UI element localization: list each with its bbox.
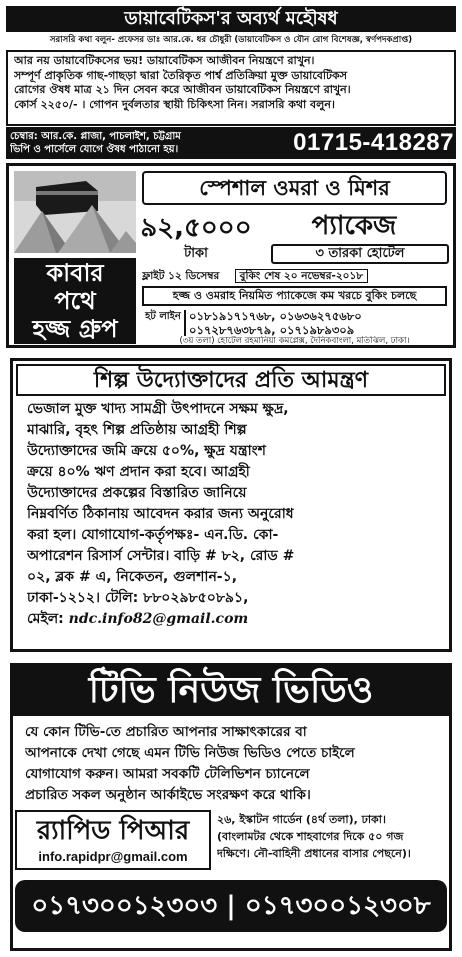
ad-hajj-group-line: কাবার [46,259,104,287]
ad-industry-line: ভেজাল মুক্ত খাদ্য সামগ্রী উৎপাদনে সক্ষম ক্ষুদ্র, [27,401,289,417]
ad-diabetes-line: কোর্স ২২৫০/- । গোপন দুর্বলতার স্থায়ী চিকিৎসা নিন। সরাসরি কথা বলুন। [14,97,335,111]
ad-hajj-group-line: হজ্জ গ্রুপ [32,315,118,343]
ad-tv-line: আপনাকে দেখা গেছে এমন টিভি নিউজ ভিডিও পেতে চাইলে [25,745,355,761]
ad-diabetes-address-line: ভিপি ও পার্সেলে যোগে ঔষধ পাঠানো হয়। [10,144,179,155]
kaaba-pyramids-image [14,171,136,253]
ad-tv-brand: র‌্যাপিড পিআর [36,816,190,846]
ad-industry-line: উদ্যোক্তাদের প্রকল্পের বিস্তারিত জানিয়ে [27,485,247,501]
ad-diabetes-line: আর নয় ডায়াবেটিকসের ভয়! ডায়াবেটিকস আজীবন নিয়ন্ত্রণে রাখুন। [14,54,315,67]
ad-hajj-phone-line: ০১৭২৮৭৬৩৮৭৯, ০১৭১৯৮৯৩০৯ [189,323,355,337]
ad-hajj-package: প্যাকেজ [311,211,397,241]
ad-tv-brand-box [15,810,211,870]
ad-diabetes-body [6,50,456,126]
ad-hajj-umrah [6,163,456,348]
ad-diabetes-phone: 01715-418287 [293,129,454,156]
ad-industry-email: ndc.info82@gmail.com [68,611,249,627]
ad-industry-line: নিম্নবর্ণিত ঠিকানায় আবেদন করার জন্য অনুরোধ [27,506,294,522]
ad-tv-line: যোগাযোগ করুন। আমরা সবকটি টেলিভিশন চ্যানেলে [25,766,310,782]
ad-diabetes-title: ডায়াবেটিকস'র অব্যর্থ মহৌষধ [6,6,456,32]
ad-tv-title: টিভি নিউজ ভিডিও [13,666,449,716]
ad-diabetes [6,6,456,156]
ad-hajj-price-box [137,210,255,268]
ad-diabetes-address [10,130,240,156]
ad-hajj-currency: টাকা [184,246,208,261]
ad-hajj-hotel: ৩ তারকা হোটেল [271,244,449,264]
ad-hajj-hotline-label: হট লাইন [142,310,186,336]
ad-hajj-group-line: পথে [54,287,96,315]
ad-hajj-flight: ফ্লাইট ১২ ডিসেম্বর [142,270,220,282]
ad-industry-body [27,399,441,649]
ad-diabetes-line: রোগের ঔষধ মাত্র ২১ দিন সেবন করে আজীবন ডায়াবেটিকস নিয়ন্ত্রণে রাখুন। [14,83,351,96]
ad-tv-address-line: দক্ষিণে। নৌ-বাহিনী প্রধানের বাসার পেছনে)। [217,847,411,860]
ad-industry-line: ক্রয়ে ৪০% ঋণ প্রদান করা হবে। আগ্রহী [27,464,250,480]
ad-hajj-notice: হজ্জ ও ওমরাহ নিয়মিত প্যাকেজে কম খরচে বুকিং চলছে [142,286,447,306]
ad-tv-address-line: ২৬, ইস্কাটন গার্ডেন (৪র্থ তলা), ঢাকা। [217,813,386,826]
ad-diabetes-line: সম্পূর্ণ প্রাকৃতিক গাছ-গাছড়া দ্বারা তৈরিকৃত পার্শ্ব প্রতিক্রিয়া মুক্ত ডায়াবেটিকস [14,68,348,82]
ad-hajj-headline: স্পেশাল ওমরা ও মিশর [142,171,447,205]
ad-industry-line: ঢাকা-১২১২। টেলি: ৮৮০২৯৮৫০৮৯১, [27,590,249,606]
ad-hajj-phone-line: ০১৮১৯১৭১৭৬৮, ০১৬৩৬২৭৫৬৮০ [189,309,362,323]
ad-tv-line: যে কোন টিভি-তে প্রচারিত আপনার সাক্ষাৎকারের বা [25,724,307,740]
ad-diabetes-subtitle: সরাসরি কথা বলুন- প্রফেসর ডাঃ আর.কে. ধর চৌধুরী (ডায়াবেটিকস ও যৌন রোগ বিশেষজ্ঞ, স্বর্ণপদকপ্রাপ্ত) [49,35,413,45]
ad-industry-line: করা হল। যোগাযোগ-কর্তৃপক্ষঃ- এন.ডি. কো- [27,527,279,543]
ad-hajj-office: (৩য় তলা) হোটেল রহমানিয়া কমপ্লেক্স, দৈনিকবাংলা, মতিঝিল, ঢাকা। [179,336,410,346]
ad-tv-line: প্রচারিত সকল অনুষ্ঠান আর্কাইভে সংরক্ষণ করে থাকি। [25,787,311,803]
ad-tv-news-video [10,663,452,951]
ad-hajj-schedule [142,268,447,284]
ad-diabetes-address-line: চেম্বার: আর.কে. প্লাজা, পাচলাইশ, চট্টগ্রাম [10,131,181,142]
ad-industry-line: অপারেশন রিসার্স সেন্টার। বাড়ি # ৮২, রোড # [27,548,295,564]
ad-tv-brand-email: info.rapidpr@gmail.com [38,849,188,864]
ad-industry-line: উদ্যোক্তাদের জমি ক্রয়ে ৫০%, ক্ষুদ্র যন্ত্রাংশ [27,443,266,459]
ad-industry-email-label: মেইল: [27,611,64,627]
ad-tv-body [25,722,443,806]
ad-industry-line: ০২, ব্লক # এ, নিকেতন, গুলশান-১, [27,569,238,585]
ad-tv-address [217,811,447,862]
ad-industry-title: শিল্প উদ্যোক্তাদের প্রতি আমন্ত্রণ [16,364,446,396]
ad-tv-address-line: (বাংলামটর থেকে শাহবাগের দিকে ৫০ গজ [217,830,404,843]
ad-hajj-price: ৯২,৫০০০ [140,213,252,243]
ad-industry-email-row [27,609,441,630]
ad-hajj-booking: বুকিং শেষ ২০ নভেম্বর-২০১৮ [235,269,369,283]
ad-tv-phones: ০১৭৩০০১২৩০৩ | ০১৭৩০০১২৩০৮ [15,880,447,932]
ad-industry-invitation [10,358,452,652]
ad-industry-line: মাঝারি, বৃহৎ শিল্প প্রতিষ্ঠায় আগ্রহী শিল্প [27,422,247,438]
ad-hajj-group-name [14,258,136,344]
ad-diabetes-footer [6,127,456,159]
ad-hajj-phones [189,309,447,337]
